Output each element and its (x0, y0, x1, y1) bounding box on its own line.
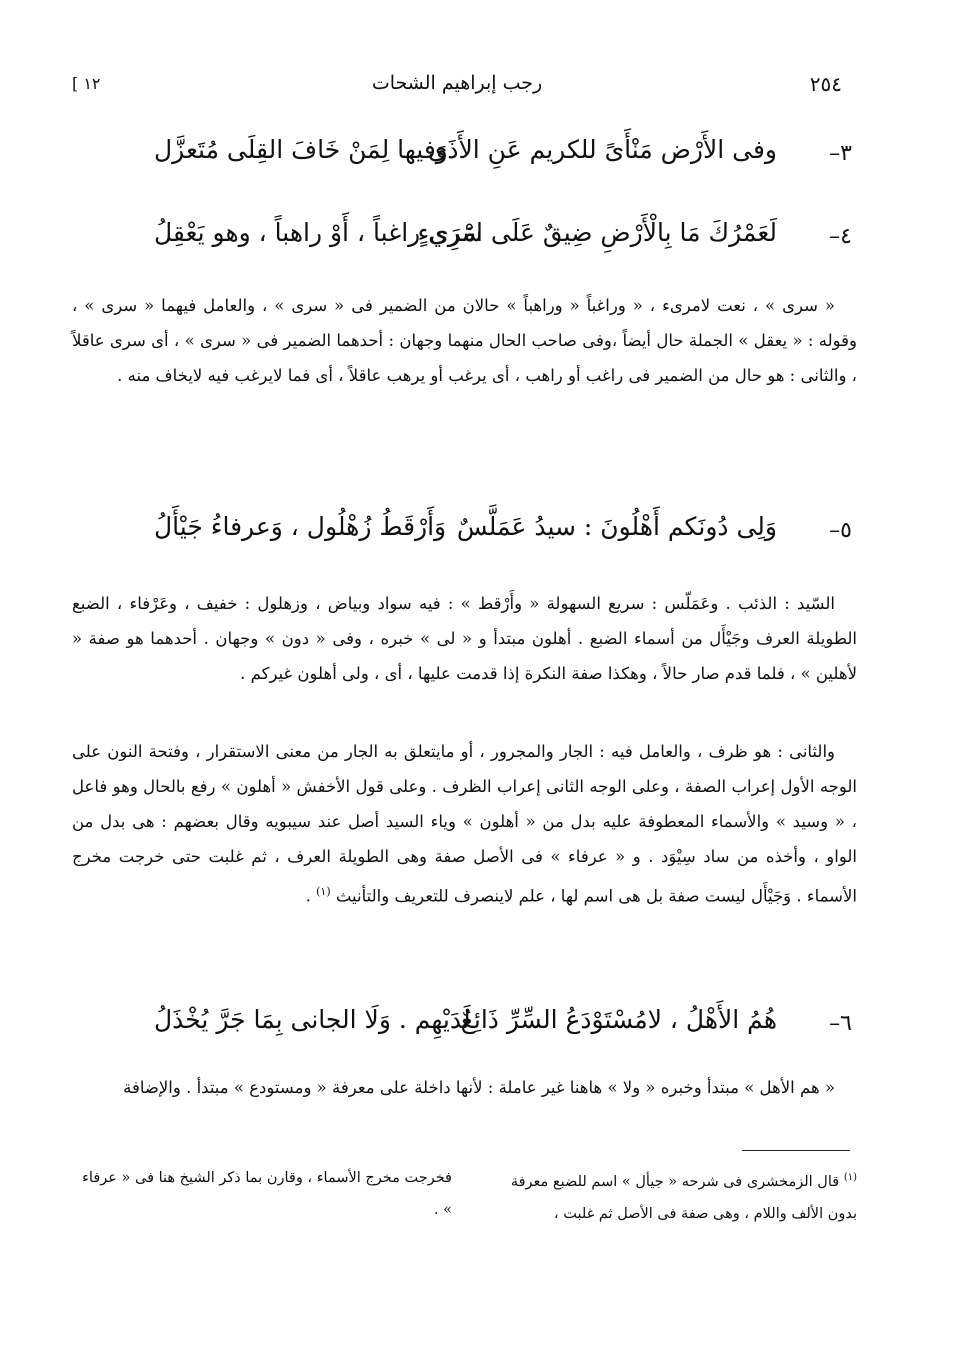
running-title: رجب إبراهيم الشحات (371, 72, 543, 94)
footnote-reference: (١) (316, 885, 331, 898)
footnote-text-continued: فخرجت مخرج الأسماء ، وقارن بما ذكر الشيخ هنا فى « عرفاء » . (82, 1170, 452, 1218)
verse-5 (92, 512, 852, 562)
verse-hemistich-first: وفى الأَرْض مَنْأَىً للكريم عَنِ الأَذَى (427, 135, 777, 164)
verse-hemistich-first: لَعَمْرُكَ مَا بِالْأَرْضِ ضِيقٌ عَلَى امْرِيءٍ (417, 218, 777, 247)
verse-6 (92, 1005, 852, 1055)
commentary-end: . (305, 886, 317, 906)
verse-number: ٦– (829, 1011, 852, 1036)
footnote-right-column (477, 1162, 857, 1230)
verse-number: ٥– (829, 518, 852, 543)
commentary-paragraph: السّيد : الذئب . وعَمَلّس : سريع السهولة « وأَرْقط » : فيه سواد وبياض ، وزهلول : خفيف ، وعَرْفاء ، الضبع الطويلة العرف وجَيْأَل من أسماء الضبع . أهلون مبتدأ و « لى » خبره ، وفى « دون » وجهان . أحدهما هو صفة « لأهلين » ، فلما قدم صار حالاً ، وهكذا صفة النكرة إذا قدمت عليها ، أى ، ولى أهلون غيركم . (72, 594, 857, 683)
commentary-verse-5a (72, 586, 857, 691)
verse-hemistich-first: وَلِى دُونَكم أَهْلُونَ : سيدُ عَمَلَّسٌ (456, 512, 777, 541)
footnote-marker: (١) (843, 1172, 857, 1183)
verse-hemistich-second: وَفيها لِمَنْ خَافَ القِلَى مُتَعزَّل (154, 135, 448, 164)
running-header (72, 72, 842, 100)
page-number: ٢٥٤ (809, 72, 842, 96)
commentary-paragraph: « سرى » ، نعت لامرىء ، « وراغباً « وراهباً » حالان من الضمير فى « سرى » ، والعامل فيهما « سرى » ، وقوله : « يعقل » الجملة حال أيضاً ،وفى صاحب الحال منهما وجهان : أحدهما الضمير فى « سرى » ، أى سرى عاقلاً ، والثانى : هو حال من الضمير فى راغب أو راهب ، أى يرغب أو يرهب عاقلاً ، أى فما لايرغب فيه لايخاف منه . (72, 296, 857, 385)
verse-3 (92, 135, 852, 185)
commentary-paragraph: « هم الأهل » مبتدأ وخبره « ولا » هاهنا غير عاملة : لأنها داخلة على معرفة « ومستودع » مبتدأ . والإضافة (123, 1078, 835, 1097)
verse-hemistich-second: لَدَيْهِم . وَلَا الجانى بِمَا جَرَّ يُخْذَلُ (154, 1005, 471, 1034)
verse-number: ٤– (829, 224, 852, 249)
verse-hemistich-second: سَرَى راغباً ، أَوْ راهباً ، وهو يَعْقِلُ (154, 218, 483, 247)
commentary-verse-5b (72, 734, 857, 914)
commentary-verse-6 (72, 1070, 857, 1105)
verse-hemistich-first: هُمُ الأَهْلُ ، لامُسْتَوْدَعُ السِّرِّ ذَائِعٌ (460, 1005, 777, 1034)
commentary-verse-4 (72, 288, 857, 393)
footnote-divider (742, 1150, 850, 1151)
footnote-left-column (72, 1162, 452, 1226)
issue-ref: [ ١٢ (72, 74, 101, 93)
footnote-text: قال الزمخشرى فى شرحه « جيأل » اسم للضبع معرفة بدون الألف واللام ، وهى صفة فى الأصل ثم غلبت ، (510, 1173, 857, 1222)
verse-4 (92, 218, 852, 268)
commentary-text: والثانى : هو ظرف ، والعامل فيه : الجار والمجرور ، أو مايتعلق به الجار من معنى الاستقرار ، وفتحة النون على الوجه الأول إعراب الصفة ، وعلى الوجه الثانى إعراب الظرف . وعلى قول الأخفش « أهلون » رفع بالحال وهو فاعل ، « وسيد » والأسماء المعطوفة عليه بدل من « أهلون » وياء السيد أصل عند سيبويه وقال بعضهم : هى بدل من الواو ، وأخذه من ساد سِيْوَد . و « عرفاء » فى الأصل صفة وهى الطويلة العرف ، ثم غلبت حتى خرجت مخرج الأسماء . وَجَيْأَل ليست صفة بل هى اسم لها ، علم لاينصرف للتعريف والتأنيث (72, 742, 857, 906)
verse-number: ٣– (829, 141, 852, 166)
commentary-paragraph (72, 734, 857, 914)
verse-hemistich-second: وَأَرْقَطُ زُهْلُول ، وَعرفاءُ جَيْأَلُ (154, 512, 447, 541)
